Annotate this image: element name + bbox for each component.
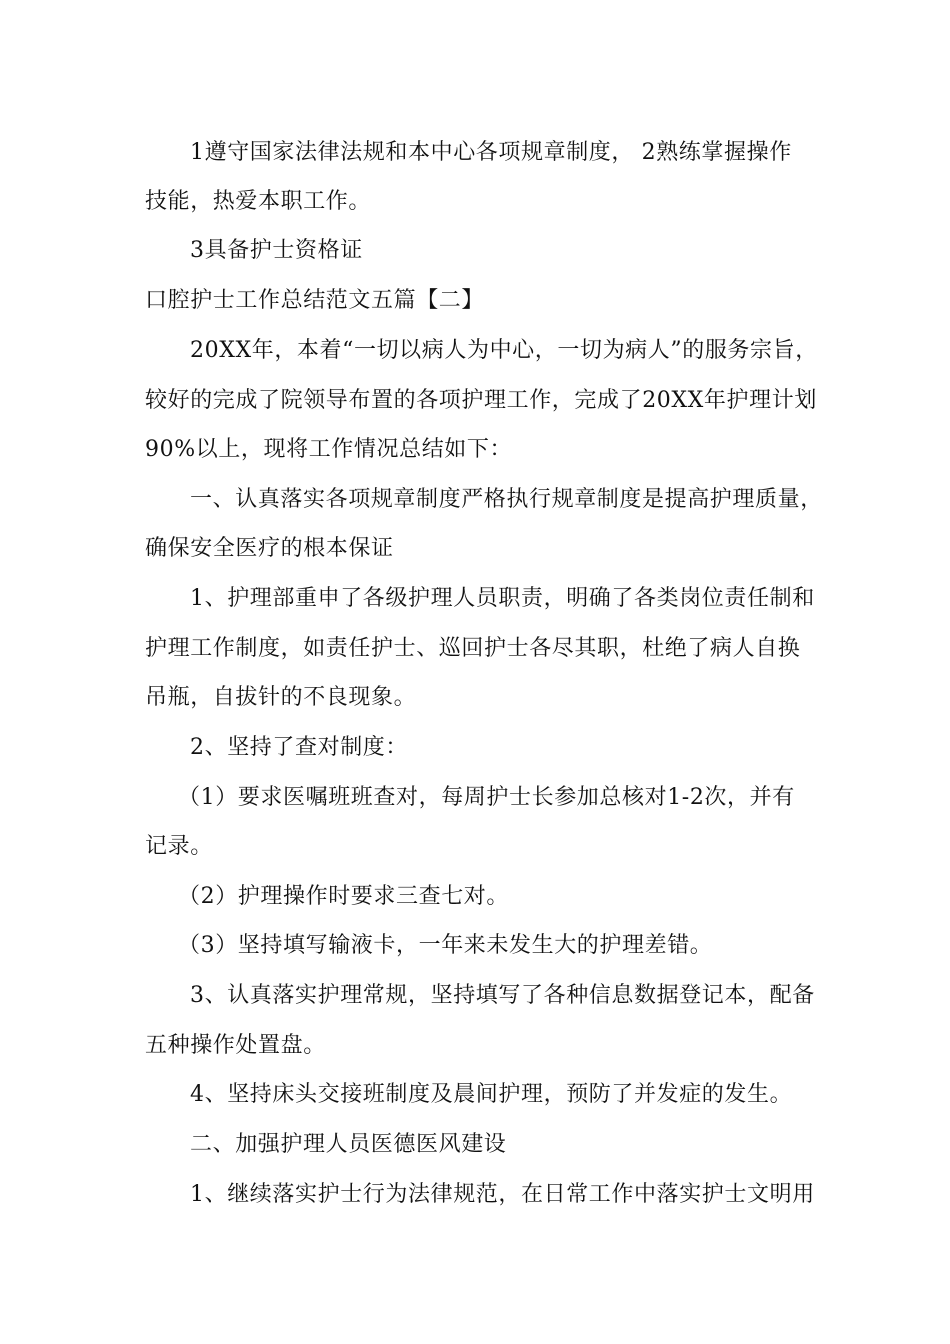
paragraph-line: 2、坚持了查对制度：: [190, 735, 408, 760]
paragraph-line: 1、护理部重申了各级护理人员职责，明确了各类岗位责任制和: [190, 586, 815, 611]
paragraph-line: （2）护理操作时要求三查七对。: [178, 884, 509, 909]
paragraph-line: 吊瓶，自拔针的不良现象。: [145, 685, 417, 710]
paragraph-line: 一、认真落实各项规章制度严格执行规章制度是提高护理质量，: [190, 487, 823, 512]
paragraph-line: 4、坚持床头交接班制度及晨间护理，预防了并发症的发生。: [190, 1082, 793, 1107]
paragraph-line: 护理工作制度，如责任护士、巡回护士各尽其职，杜绝了病人自换: [145, 636, 801, 661]
paragraph-line: 记录。: [145, 834, 213, 859]
paragraph-line: 90%以上，现将工作情况总结如下：: [145, 437, 513, 462]
paragraph-line: 技能，热爱本职工作。: [145, 189, 372, 214]
paragraph-line: 1、继续落实护士行为法律规范，在日常工作中落实护士文明用: [190, 1182, 815, 1207]
paragraph-line: 3、认真落实护理常规，坚持填写了各种信息数据登记本，配备: [190, 983, 815, 1008]
paragraph-line: 五种操作处置盘。: [145, 1033, 326, 1058]
paragraph-line: 3具备护士资格证: [190, 238, 363, 263]
paragraph-line: （1）要求医嘱班班查对，每周护士长参加总核对1-2次，并有: [178, 785, 795, 810]
paragraph-line: 二、加强护理人员医德医风建设: [190, 1132, 507, 1157]
paragraph-line: 1遵守国家法律法规和本中心各项规章制度， 2熟练掌握操作: [190, 140, 792, 165]
paragraph-line: 确保安全医疗的根本保证: [145, 536, 394, 561]
paragraph-line: 较好的完成了院领导布置的各项护理工作，完成了20XX年护理计划: [145, 388, 817, 413]
section-heading: 口腔护士工作总结范文五篇【二】: [145, 288, 485, 313]
paragraph-line: 20XX年，本着“一切以病人为中心，一切为病人”的服务宗旨，: [190, 338, 818, 363]
paragraph-line: （3）坚持填写输液卡，一年来未发生大的护理差错。: [178, 933, 713, 958]
